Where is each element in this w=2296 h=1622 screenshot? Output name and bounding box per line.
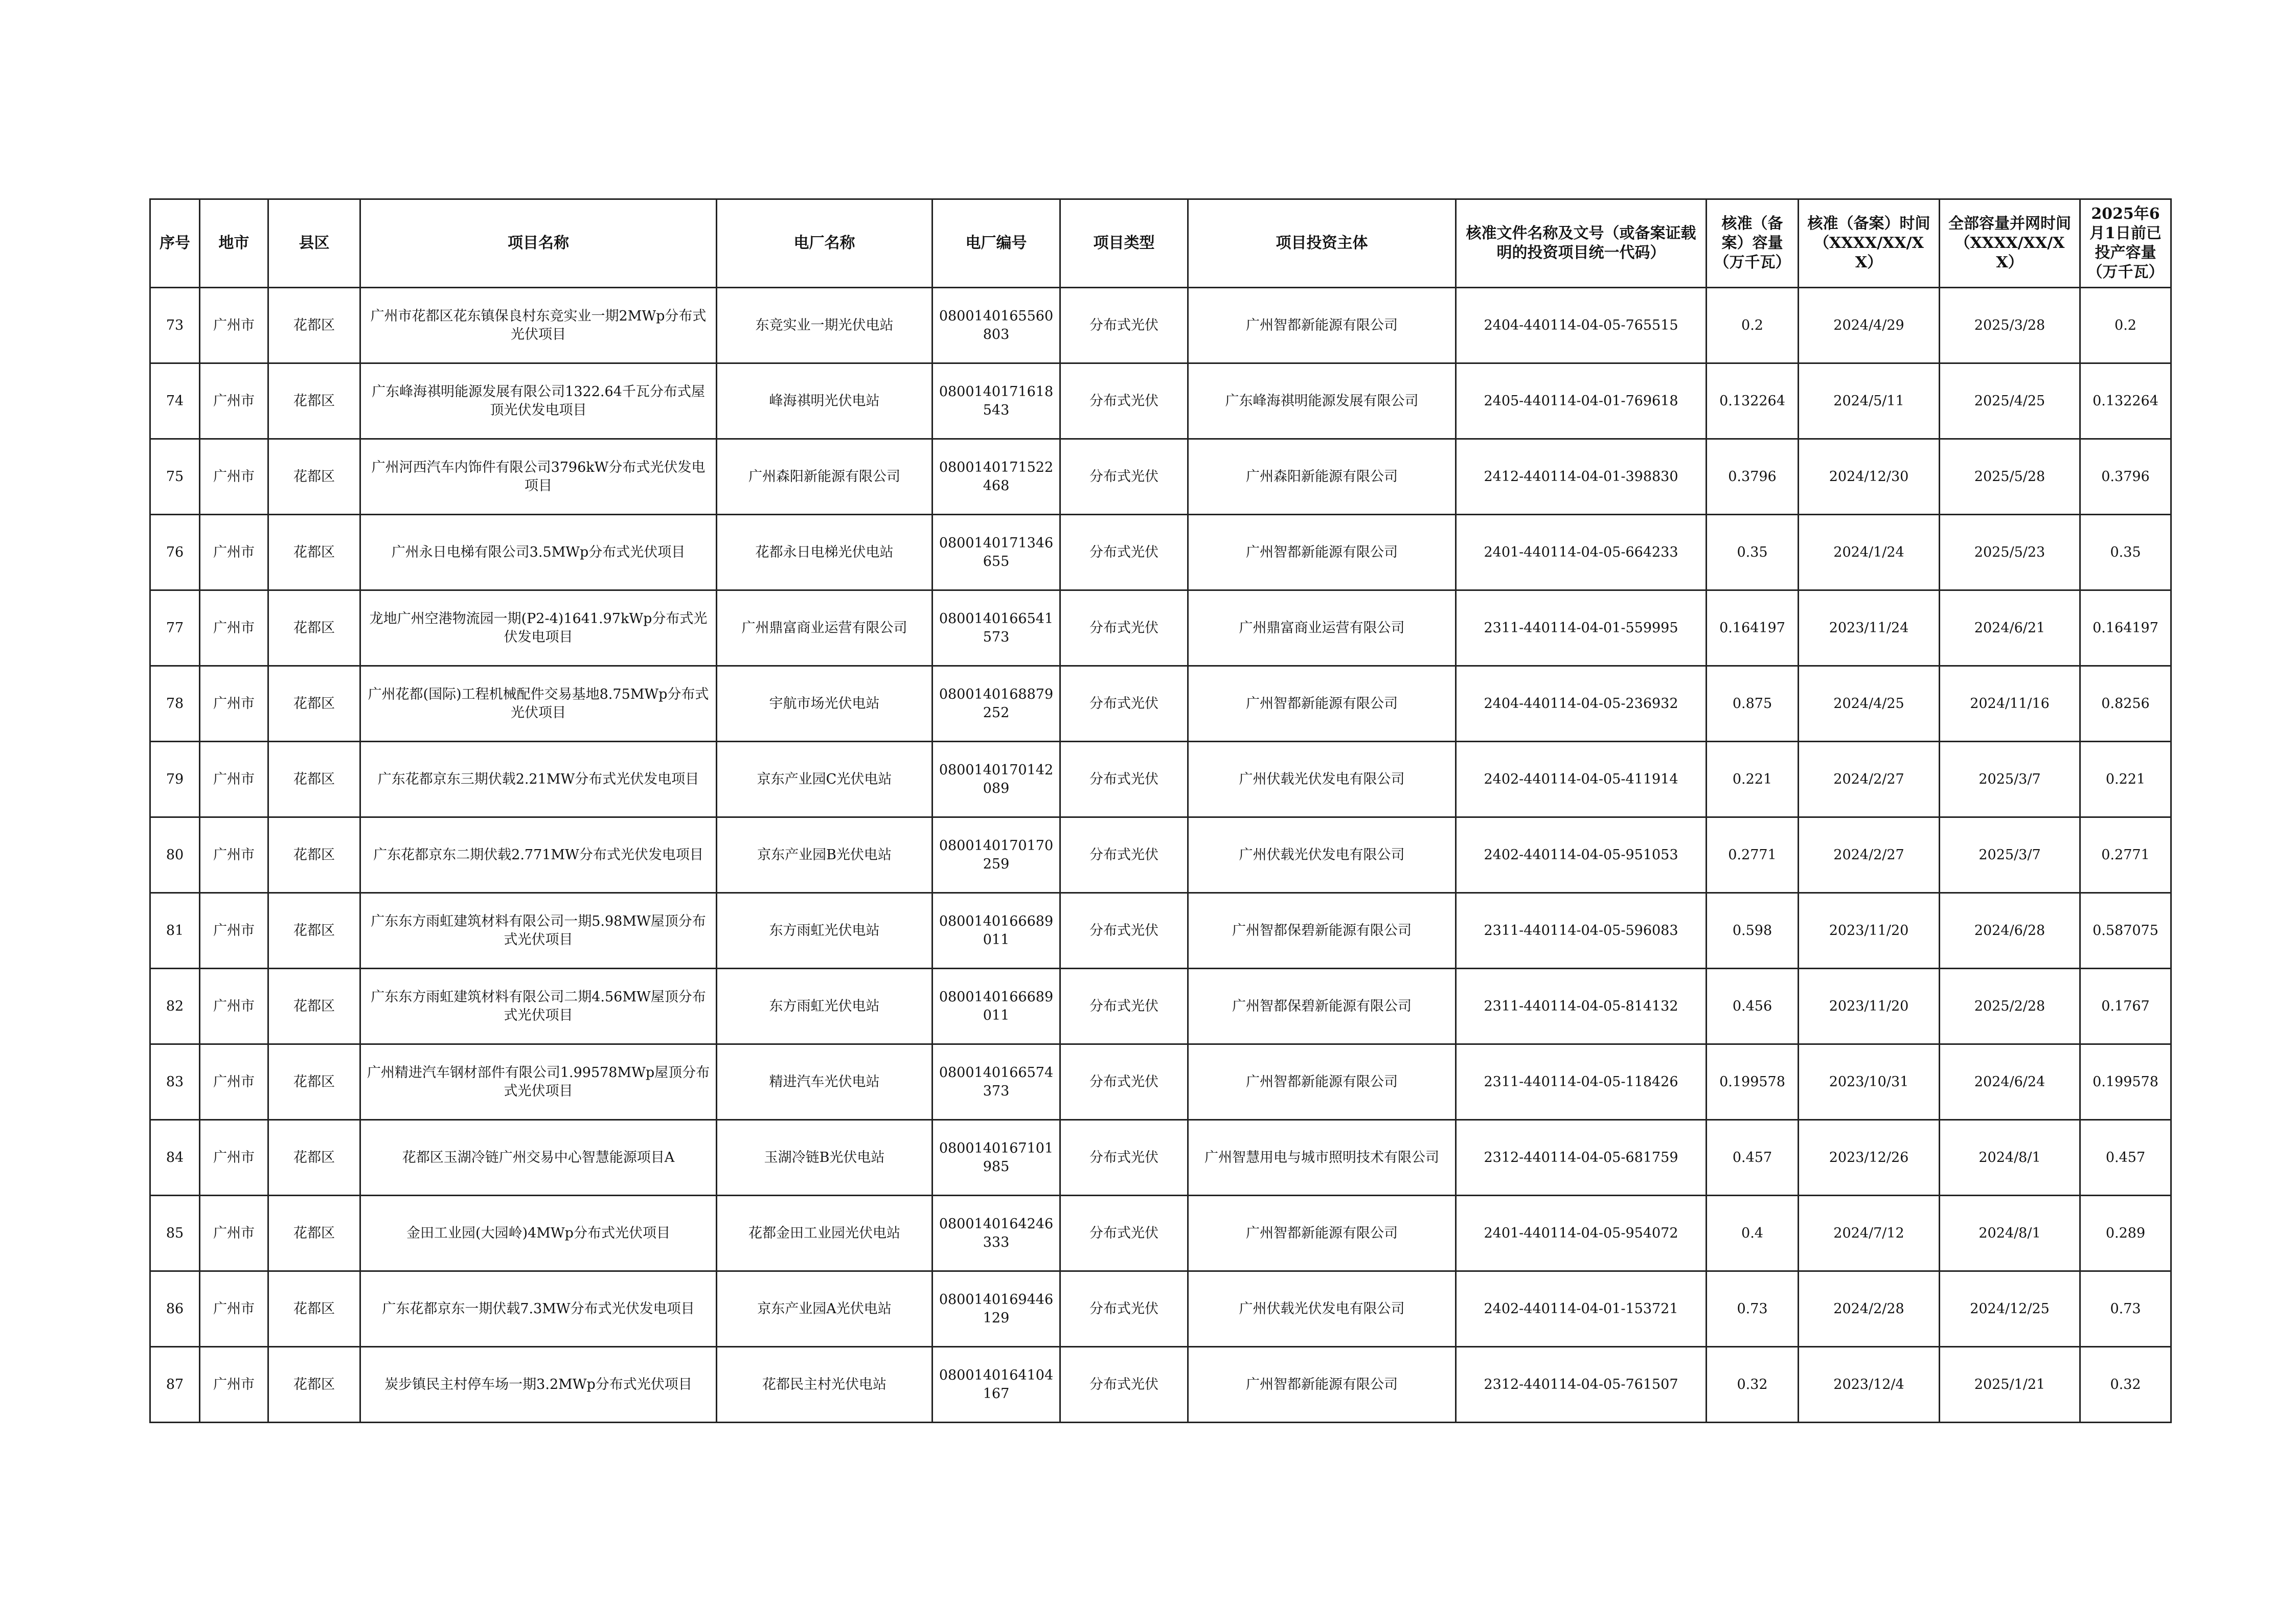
table-row [150,1044,2171,1120]
cell-project-type: 分布式光伏 [1060,1120,1188,1196]
cell-approval-date: 2023/11/20 [1799,893,1940,969]
cell-approval-date: 2024/12/30 [1799,439,1940,515]
cell-approval-code: 2412-440114-04-01-398830 [1456,439,1707,515]
cell-project-type: 分布式光伏 [1060,1044,1188,1120]
cell-city: 广州市 [200,515,268,590]
table-row [150,1120,2171,1196]
cell-city: 广州市 [200,742,268,817]
cell-seq: 81 [150,893,200,969]
table-row [150,1347,2171,1423]
table-row [150,742,2171,817]
cell-plant-code: 0800140171346655 [933,515,1060,590]
cell-grid-date: 2025/3/7 [1940,742,2080,817]
cell-grid-date: 2024/8/1 [1940,1196,2080,1271]
cell-investor: 广州智都新能源有限公司 [1188,1044,1456,1120]
cell-project-type: 分布式光伏 [1060,1271,1188,1347]
cell-district: 花都区 [268,1196,360,1271]
cell-project-name: 广州永日电梯有限公司3.5MWp分布式光伏项目 [360,515,717,590]
cell-seq: 79 [150,742,200,817]
cell-project-name: 龙地广州空港物流园一期(P2-4)1641.97kWp分布式光伏发电项目 [360,590,717,666]
cell-approval-code: 2404-440114-04-05-765515 [1456,288,1707,363]
cell-plant-name: 精进汽车光伏电站 [717,1044,933,1120]
cell-approval-date: 2024/2/27 [1799,817,1940,893]
cell-plant-code: 0800140164246333 [933,1196,1060,1271]
cell-plant-code: 0800140170142089 [933,742,1060,817]
cell-approval-date: 2024/4/25 [1799,666,1940,742]
cell-operational-capacity: 0.199578 [2080,1044,2171,1120]
cell-approval-date: 2023/10/31 [1799,1044,1940,1120]
cell-operational-capacity: 0.164197 [2080,590,2171,666]
cell-grid-date: 2024/11/16 [1940,666,2080,742]
cell-project-name: 广东峰海祺明能源发展有限公司1322.64千瓦分布式屋顶光伏发电项目 [360,363,717,439]
cell-district: 花都区 [268,1120,360,1196]
cell-approved-capacity: 0.4 [1707,1196,1799,1271]
cell-plant-name: 东竞实业一期光伏电站 [717,288,933,363]
cell-plant-name: 玉湖冷链B光伏电站 [717,1120,933,1196]
cell-investor: 广州智慧用电与城市照明技术有限公司 [1188,1120,1456,1196]
cell-approval-code: 2402-440114-04-01-153721 [1456,1271,1707,1347]
cell-plant-code: 0800140169446129 [933,1271,1060,1347]
cell-operational-capacity: 0.1767 [2080,969,2171,1044]
cell-seq: 78 [150,666,200,742]
cell-investor: 广州伏载光伏发电有限公司 [1188,1271,1456,1347]
cell-city: 广州市 [200,363,268,439]
cell-plant-name: 花都金田工业园光伏电站 [717,1196,933,1271]
cell-approval-date: 2024/4/29 [1799,288,1940,363]
cell-plant-code: 0800140164104167 [933,1347,1060,1423]
cell-district: 花都区 [268,363,360,439]
cell-plant-code: 0800140167101985 [933,1120,1060,1196]
cell-district: 花都区 [268,666,360,742]
cell-investor: 广州智都新能源有限公司 [1188,1196,1456,1271]
cell-approved-capacity: 0.457 [1707,1120,1799,1196]
cell-investor: 广州伏载光伏发电有限公司 [1188,817,1456,893]
cell-approved-capacity: 0.3796 [1707,439,1799,515]
cell-plant-name: 宇航市场光伏电站 [717,666,933,742]
cell-project-type: 分布式光伏 [1060,893,1188,969]
cell-seq: 83 [150,1044,200,1120]
cell-approval-code: 2402-440114-04-05-411914 [1456,742,1707,817]
cell-plant-name: 京东产业园C光伏电站 [717,742,933,817]
cell-approved-capacity: 0.32 [1707,1347,1799,1423]
cell-project-type: 分布式光伏 [1060,666,1188,742]
cell-operational-capacity: 0.457 [2080,1120,2171,1196]
cell-project-name: 炭步镇民主村停车场一期3.2MWp分布式光伏项目 [360,1347,717,1423]
cell-grid-date: 2024/6/21 [1940,590,2080,666]
cell-city: 广州市 [200,1196,268,1271]
cell-approval-date: 2023/11/20 [1799,969,1940,1044]
cell-investor: 广州智都保碧新能源有限公司 [1188,893,1456,969]
column-header-approval-date: 核准（备案）时间（XXXX/XX/XX） [1799,199,1940,288]
cell-plant-code: 0800140165560803 [933,288,1060,363]
cell-approval-date: 2023/12/26 [1799,1120,1940,1196]
cell-grid-date: 2024/6/28 [1940,893,2080,969]
cell-operational-capacity: 0.35 [2080,515,2171,590]
cell-approved-capacity: 0.199578 [1707,1044,1799,1120]
cell-district: 花都区 [268,288,360,363]
column-header-project-name: 项目名称 [360,199,717,288]
cell-operational-capacity: 0.32 [2080,1347,2171,1423]
cell-operational-capacity: 0.2771 [2080,817,2171,893]
cell-district: 花都区 [268,742,360,817]
cell-grid-date: 2025/2/28 [1940,969,2080,1044]
cell-operational-capacity: 0.221 [2080,742,2171,817]
cell-grid-date: 2024/12/25 [1940,1271,2080,1347]
cell-project-type: 分布式光伏 [1060,969,1188,1044]
cell-plant-name: 东方雨虹光伏电站 [717,893,933,969]
cell-approval-date: 2024/2/27 [1799,742,1940,817]
cell-project-name: 广州市花都区花东镇保良村东竞实业一期2MWp分布式光伏项目 [360,288,717,363]
cell-investor: 广州智都新能源有限公司 [1188,666,1456,742]
cell-approval-date: 2023/12/4 [1799,1347,1940,1423]
cell-city: 广州市 [200,1120,268,1196]
cell-district: 花都区 [268,1044,360,1120]
cell-approval-code: 2312-440114-04-05-761507 [1456,1347,1707,1423]
cell-approval-code: 2311-440114-04-05-118426 [1456,1044,1707,1120]
cell-district: 花都区 [268,590,360,666]
cell-approved-capacity: 0.2771 [1707,817,1799,893]
cell-approved-capacity: 0.221 [1707,742,1799,817]
cell-grid-date: 2024/8/1 [1940,1120,2080,1196]
cell-plant-name: 京东产业园A光伏电站 [717,1271,933,1347]
table-row [150,969,2171,1044]
cell-project-type: 分布式光伏 [1060,1347,1188,1423]
column-header-project-type: 项目类型 [1060,199,1188,288]
cell-approval-code: 2312-440114-04-05-681759 [1456,1120,1707,1196]
cell-project-name: 广东花都京东三期伏载2.21MW分布式光伏发电项目 [360,742,717,817]
column-header-approved-capacity: 核准（备案）容量（万千瓦） [1707,199,1799,288]
cell-plant-code: 0800140166574373 [933,1044,1060,1120]
cell-project-name: 广东花都京东二期伏载2.771MW分布式光伏发电项目 [360,817,717,893]
cell-plant-name: 花都永日电梯光伏电站 [717,515,933,590]
column-header-investor: 项目投资主体 [1188,199,1456,288]
cell-seq: 84 [150,1120,200,1196]
cell-project-type: 分布式光伏 [1060,439,1188,515]
cell-operational-capacity: 0.2 [2080,288,2171,363]
column-header-district: 县区 [268,199,360,288]
cell-city: 广州市 [200,666,268,742]
cell-seq: 86 [150,1271,200,1347]
cell-project-name: 广东东方雨虹建筑材料有限公司一期5.98MW屋顶分布式光伏项目 [360,893,717,969]
cell-operational-capacity: 0.73 [2080,1271,2171,1347]
cell-approval-date: 2024/7/12 [1799,1196,1940,1271]
column-header-approval-code: 核准文件名称及文号（或备案证载明的投资项目统一代码） [1456,199,1707,288]
cell-investor: 广州森阳新能源有限公司 [1188,439,1456,515]
cell-plant-name: 广州森阳新能源有限公司 [717,439,933,515]
cell-plant-name: 峰海祺明光伏电站 [717,363,933,439]
cell-approval-code: 2401-440114-04-05-954072 [1456,1196,1707,1271]
cell-seq: 80 [150,817,200,893]
cell-city: 广州市 [200,288,268,363]
cell-approved-capacity: 0.456 [1707,969,1799,1044]
cell-approval-date: 2024/1/24 [1799,515,1940,590]
cell-project-name: 广州河西汽车内饰件有限公司3796kW分布式光伏发电项目 [360,439,717,515]
project-table [149,198,2172,1423]
cell-city: 广州市 [200,1044,268,1120]
cell-approval-code: 2311-440114-04-01-559995 [1456,590,1707,666]
cell-project-type: 分布式光伏 [1060,288,1188,363]
cell-seq: 87 [150,1347,200,1423]
cell-plant-code: 0800140166689011 [933,893,1060,969]
cell-grid-date: 2025/3/7 [1940,817,2080,893]
table-row [150,1196,2171,1271]
cell-plant-code: 0800140171618543 [933,363,1060,439]
cell-seq: 75 [150,439,200,515]
cell-district: 花都区 [268,969,360,1044]
cell-plant-code: 0800140171522468 [933,439,1060,515]
cell-operational-capacity: 0.132264 [2080,363,2171,439]
table-row [150,363,2171,439]
table-header-row [150,199,2171,288]
cell-approved-capacity: 0.132264 [1707,363,1799,439]
cell-grid-date: 2025/5/28 [1940,439,2080,515]
cell-project-name: 广东花都京东一期伏载7.3MW分布式光伏发电项目 [360,1271,717,1347]
cell-seq: 77 [150,590,200,666]
cell-approval-date: 2024/5/11 [1799,363,1940,439]
cell-seq: 85 [150,1196,200,1271]
cell-grid-date: 2025/3/28 [1940,288,2080,363]
cell-operational-capacity: 0.587075 [2080,893,2171,969]
cell-approved-capacity: 0.2 [1707,288,1799,363]
cell-investor: 广州伏载光伏发电有限公司 [1188,742,1456,817]
cell-investor: 广东峰海祺明能源发展有限公司 [1188,363,1456,439]
column-header-plant-name: 电厂名称 [717,199,933,288]
cell-project-name: 广州花都(国际)工程机械配件交易基地8.75MWp分布式光伏项目 [360,666,717,742]
cell-plant-code: 0800140168879252 [933,666,1060,742]
column-header-operational-capacity: 2025年6月1日前已投产容量（万千瓦） [2080,199,2171,288]
cell-seq: 73 [150,288,200,363]
cell-approval-code: 2311-440114-04-05-596083 [1456,893,1707,969]
cell-project-type: 分布式光伏 [1060,363,1188,439]
cell-plant-code: 0800140166689011 [933,969,1060,1044]
cell-approval-code: 2401-440114-04-05-664233 [1456,515,1707,590]
table-row [150,515,2171,590]
cell-city: 广州市 [200,1271,268,1347]
cell-approved-capacity: 0.598 [1707,893,1799,969]
cell-approval-date: 2023/11/24 [1799,590,1940,666]
cell-approval-code: 2404-440114-04-05-236932 [1456,666,1707,742]
cell-seq: 82 [150,969,200,1044]
cell-approved-capacity: 0.35 [1707,515,1799,590]
column-header-seq: 序号 [150,199,200,288]
table-body [150,288,2171,1423]
cell-investor: 广州鼎富商业运营有限公司 [1188,590,1456,666]
cell-project-name: 花都区玉湖冷链广州交易中心智慧能源项目A [360,1120,717,1196]
cell-grid-date: 2025/5/23 [1940,515,2080,590]
cell-plant-name: 京东产业园B光伏电站 [717,817,933,893]
column-header-city: 地市 [200,199,268,288]
cell-district: 花都区 [268,1347,360,1423]
cell-grid-date: 2025/4/25 [1940,363,2080,439]
cell-investor: 广州智都新能源有限公司 [1188,1347,1456,1423]
cell-city: 广州市 [200,590,268,666]
cell-district: 花都区 [268,817,360,893]
cell-city: 广州市 [200,893,268,969]
cell-operational-capacity: 0.8256 [2080,666,2171,742]
cell-plant-name: 东方雨虹光伏电站 [717,969,933,1044]
cell-district: 花都区 [268,1271,360,1347]
cell-city: 广州市 [200,969,268,1044]
column-header-grid-date: 全部容量并网时间（XXXX/XX/XX） [1940,199,2080,288]
cell-plant-code: 0800140166541573 [933,590,1060,666]
cell-approval-code: 2311-440114-04-05-814132 [1456,969,1707,1044]
cell-plant-name: 花都民主村光伏电站 [717,1347,933,1423]
cell-operational-capacity: 0.289 [2080,1196,2171,1271]
cell-project-type: 分布式光伏 [1060,1196,1188,1271]
cell-city: 广州市 [200,817,268,893]
cell-operational-capacity: 0.3796 [2080,439,2171,515]
cell-approved-capacity: 0.164197 [1707,590,1799,666]
cell-project-type: 分布式光伏 [1060,590,1188,666]
cell-seq: 74 [150,363,200,439]
cell-project-type: 分布式光伏 [1060,515,1188,590]
table-row [150,666,2171,742]
cell-project-type: 分布式光伏 [1060,742,1188,817]
cell-grid-date: 2025/1/21 [1940,1347,2080,1423]
cell-approval-code: 2402-440114-04-05-951053 [1456,817,1707,893]
table-row [150,1271,2171,1347]
cell-investor: 广州智都保碧新能源有限公司 [1188,969,1456,1044]
cell-project-name: 广东东方雨虹建筑材料有限公司二期4.56MW屋顶分布式光伏项目 [360,969,717,1044]
cell-approved-capacity: 0.875 [1707,666,1799,742]
cell-approved-capacity: 0.73 [1707,1271,1799,1347]
cell-project-name: 金田工业园(大园岭)4MWp分布式光伏项目 [360,1196,717,1271]
cell-investor: 广州智都新能源有限公司 [1188,288,1456,363]
cell-plant-name: 广州鼎富商业运营有限公司 [717,590,933,666]
cell-district: 花都区 [268,515,360,590]
cell-project-name: 广州精进汽车钢材部件有限公司1.99578MWp屋顶分布式光伏项目 [360,1044,717,1120]
table-row [150,439,2171,515]
cell-project-type: 分布式光伏 [1060,817,1188,893]
cell-city: 广州市 [200,1347,268,1423]
table-row [150,817,2171,893]
table-row [150,893,2171,969]
cell-city: 广州市 [200,439,268,515]
column-header-plant-code: 电厂编号 [933,199,1060,288]
table-row [150,288,2171,363]
cell-district: 花都区 [268,439,360,515]
cell-grid-date: 2024/6/24 [1940,1044,2080,1120]
cell-district: 花都区 [268,893,360,969]
cell-approval-date: 2024/2/28 [1799,1271,1940,1347]
cell-investor: 广州智都新能源有限公司 [1188,515,1456,590]
table-row [150,590,2171,666]
cell-seq: 76 [150,515,200,590]
cell-approval-code: 2405-440114-04-01-769618 [1456,363,1707,439]
cell-plant-code: 0800140170170259 [933,817,1060,893]
